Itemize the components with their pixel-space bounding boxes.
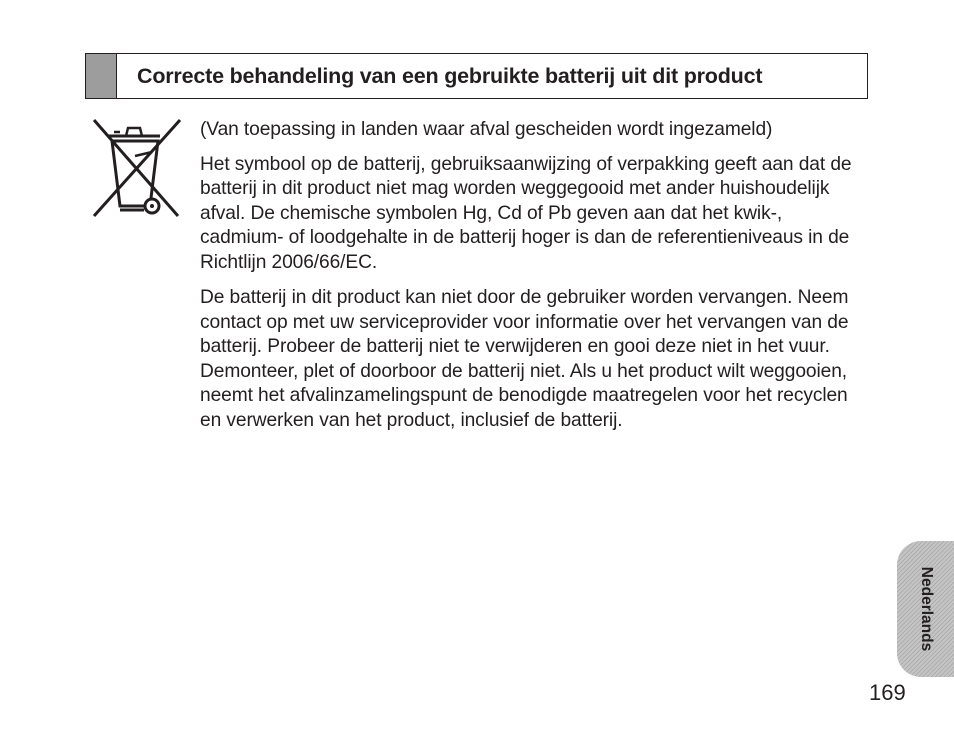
body-text — [200, 118, 870, 433]
language-tab — [897, 541, 954, 677]
symbol-paragraph: Het symbool op de batterij, gebruiksaanwijzing of verpakking geeft aan dat de batterij in dit product niet mag worden weggegooid met ander huishoudelijk afval. De chemische symbolen Hg, Cd of Pb geven aan dat het kwik-, cadmium- of loodgehalte in de batterij hoger is dan de referentieniveaus in de Richtlijn 2006/66/EC. — [200, 153, 852, 273]
heading-marker — [86, 54, 117, 98]
scope-note: (Van toepassing in landen waar afval gescheiden wordt ingezameld) — [200, 119, 773, 140]
section-heading — [85, 53, 868, 99]
section-title: Correcte behandeling van een gebruikte batterij uit dit product — [137, 63, 763, 88]
replacement-paragraph: De batterij in dit product kan niet door de gebruiker worden vervangen. Neem contact op met uw serviceprovider voor informatie over het vervangen van de batterij. Probeer de batterij niet te verwijderen en gooi deze niet in het vuur. Demonteer, plet of doorboor de batterij niet. Als u het product wilt weggooien, neemt het afvalinzamelingspunt de benodigde maatregelen voor het recyclen en verwerken van het product, inclusief de batterij. — [200, 287, 849, 431]
crossed-out-wheelie-bin-icon — [90, 116, 184, 220]
page-number: 169 — [869, 680, 906, 705]
language-tab-label: Nederlands — [917, 566, 935, 652]
